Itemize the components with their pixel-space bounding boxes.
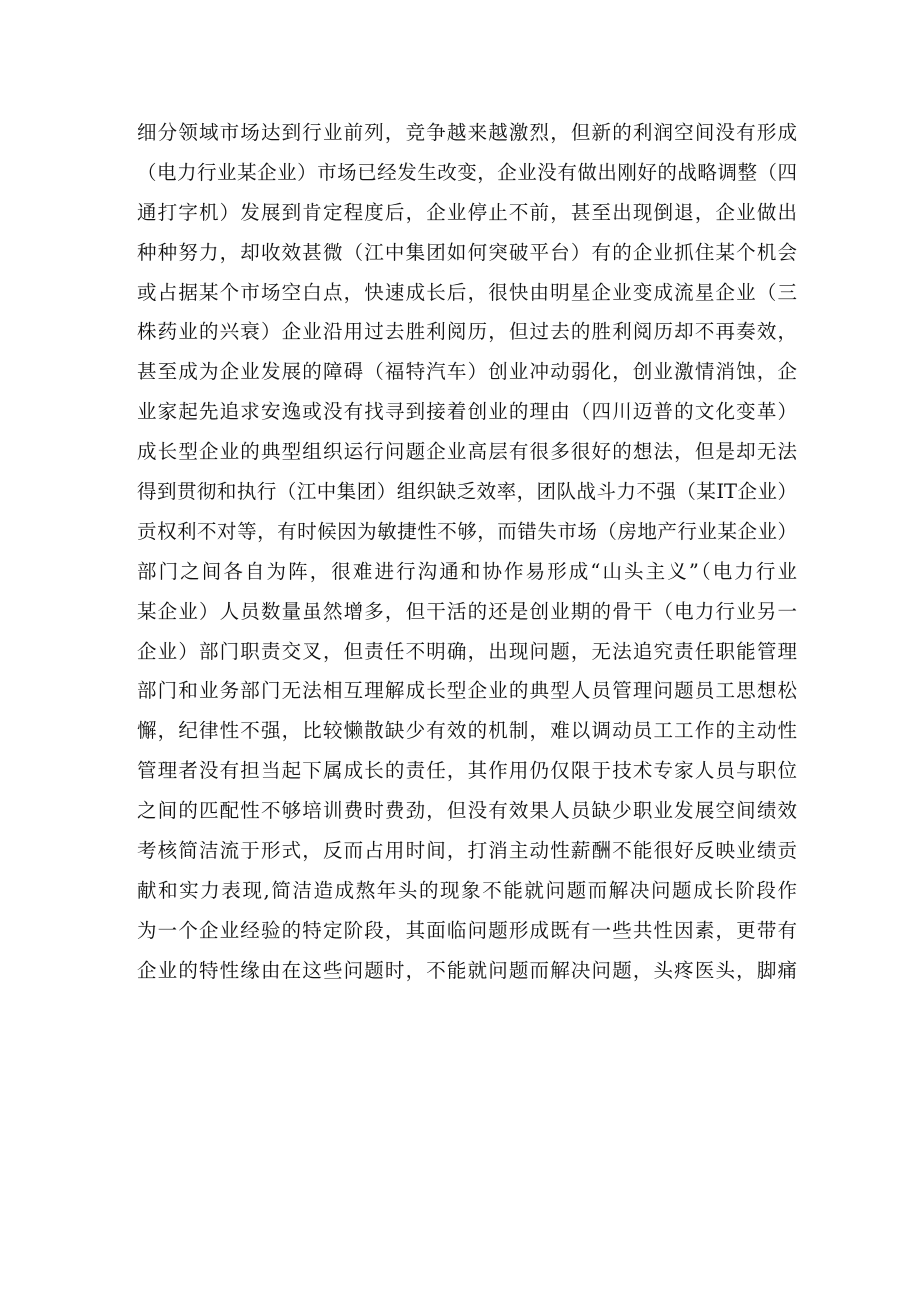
text-line: 企业的特性缘由在这些问题时，不能就问题而解决问题，头疼医头，脚痛 — [137, 958, 797, 982]
text-line: 通打字机）发展到肯定程度后，企业停止不前，甚至出现倒退，企业做出 — [137, 200, 797, 224]
text-line: 贡权利不对等，有时候因为敏捷性不够，而错失市场（房地产行业某企业） — [137, 519, 797, 543]
text-line: 企业）部门职责交叉，但责任不明确，出现问题，无法追究责任职能管理 — [137, 639, 797, 663]
text-line: 献和实力表现,简洁造成熬年头的现象不能就问题而解决问题成长阶段作 — [137, 878, 797, 902]
text-line: 或占据某个市场空白点，快速成长后，很快由明星企业变成流星企业（三 — [137, 280, 797, 304]
text-line: 甚至成为企业发展的障碍（福特汽车）创业冲动弱化，创业激情消蚀，企 — [137, 360, 797, 384]
text-line: 业家起先追求安逸或没有找寻到接着创业的理由（四川迈普的文化变革） — [137, 400, 797, 424]
text-line: 部门之间各自为阵，很难进行沟通和协作易形成“山头主义”（电力行业 — [137, 559, 797, 583]
text-line: 懈，纪律性不强，比较懒散缺少有效的机制，难以调动员工工作的主动性 — [137, 719, 797, 743]
text-line: 某企业）人员数量虽然增多，但干活的还是创业期的骨干（电力行业另一 — [137, 599, 797, 623]
body-text — [137, 113, 797, 991]
text-line: 之间的匹配性不够培训费时费劲，但没有效果人员缺少职业发展空间绩效 — [137, 799, 797, 823]
text-line: 考核简洁流于形式，反而占用时间，打消主动性薪酬不能很好反映业绩贡 — [137, 839, 797, 863]
text-line: 管理者没有担当起下属成长的责任，其作用仍仅限于技术专家人员与职位 — [137, 759, 797, 783]
text-line: 得到贯彻和执行（江中集团）组织缺乏效率，团队战斗力不强（某IT企业） — [137, 480, 797, 504]
text-line: （电力行业某企业）市场已经发生改变，企业没有做出刚好的战略调整（四 — [137, 160, 797, 184]
text-line: 为一个企业经验的特定阶段，其面临问题形成既有一些共性因素，更带有 — [137, 918, 797, 942]
text-line: 细分领域市场达到行业前列，竞争越来越激烈，但新的利润空间没有形成 — [137, 121, 797, 144]
text-line: 部门和业务部门无法相互理解成长型企业的典型人员管理问题员工思想松 — [137, 679, 797, 703]
text-line: 种种努力，却收效甚微（江中集团如何突破平台）有的企业抓住某个机会 — [137, 240, 797, 264]
text-line: 成长型企业的典型组织运行问题企业高层有很多很好的想法，但是却无法 — [137, 440, 797, 464]
text-line: 株药业的兴衰）企业沿用过去胜利阅历，但过去的胜利阅历却不再奏效， — [137, 320, 797, 344]
